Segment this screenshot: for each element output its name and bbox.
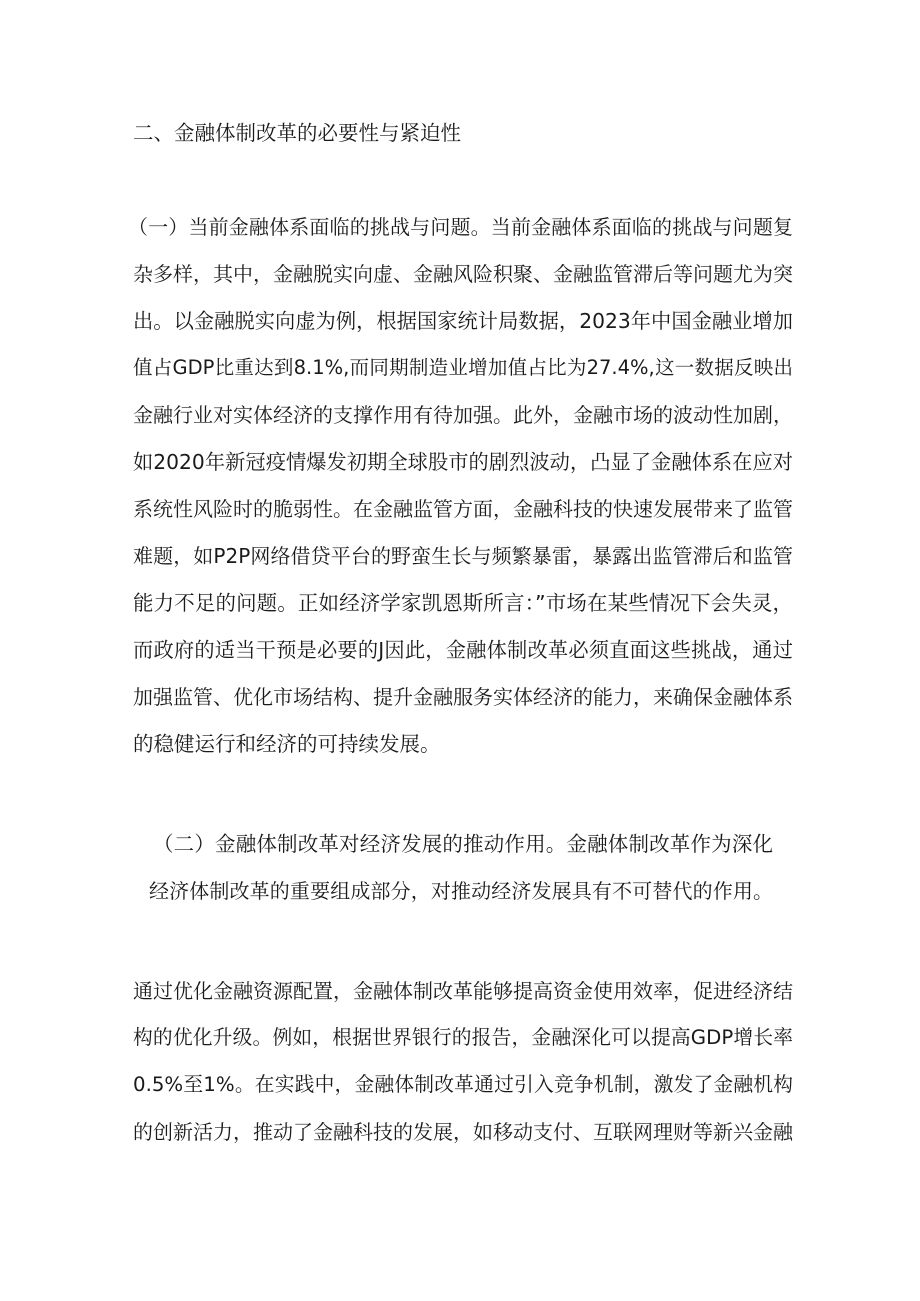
paragraph-line: 难题，如P2P网络借贷平台的野蛮生长与频繁暴雷，暴露出监管滞后和监管 bbox=[133, 544, 793, 568]
paragraph-line: 构的优化升级。例如，根据世界银行的报告，金融深化可以提高GDP增长率 bbox=[133, 1026, 793, 1049]
paragraph-line: 通过优化金融资源配置，金融体制改革能够提高资金使用效率，促进经济结 bbox=[133, 979, 793, 1003]
paragraph-line: 值占GDP比重达到8.1%,而同期制造业增加值占比为27.4%,这一数据反映出 bbox=[133, 356, 793, 379]
paragraph-line: 经济体制改革的重要组成部分，对推动经济发展具有不可替代的作用。 bbox=[149, 879, 773, 903]
paragraph-line: （一）当前金融体系面临的挑战与问题。当前金融体系面临的挑战与问题复 bbox=[128, 215, 793, 239]
paragraph-line: 能力不足的问题。正如经济学家凯恩斯所言：”市场在某些情况下会失灵， bbox=[133, 591, 793, 615]
paragraph-line: （二）金融体制改革对经济发展的推动作用。金融体制改革作为深化 bbox=[153, 832, 773, 856]
paragraph-line: 0.5%至1%。在实践中，金融体制改革通过引入竞争机制，激发了金融机构 bbox=[133, 1073, 793, 1096]
paragraph-line: 的创新活力，推动了金融科技的发展，如移动支付、互联网理财等新兴金融 bbox=[133, 1120, 793, 1144]
paragraph-line: 出。以金融脱实向虚为例，根据国家统计局数据，2023年中国金融业增加 bbox=[133, 309, 793, 333]
paragraph-line: 杂多样，其中，金融脱实向虚、金融风险积聚、金融监管滞后等问题尤为突 bbox=[133, 262, 793, 286]
paragraph-line: 如2020年新冠疫情爆发初期全球股市的剧烈波动，凸显了金融体系在应对 bbox=[133, 450, 793, 474]
paragraph-line: 加强监管、优化市场结构、提升金融服务实体经济的能力，来确保金融体系 bbox=[133, 685, 793, 709]
paragraph-line: 的稳健运行和经济的可持续发展。 bbox=[133, 732, 441, 756]
paragraph-line: 而政府的适当干预是必要的J因此，金融体制改革必须直面这些挑战，通过 bbox=[133, 638, 793, 662]
paragraph-line: 系统性风险时的脆弱性。在金融监管方面，金融科技的快速发展带来了监管 bbox=[133, 497, 793, 521]
paragraph-line: 金融行业对实体经济的支撑作用有待加强。此外，金融市场的波动性加剧， bbox=[133, 403, 793, 427]
section-heading: 二、金融体制改革的必要性与紧迫性 bbox=[133, 121, 461, 145]
